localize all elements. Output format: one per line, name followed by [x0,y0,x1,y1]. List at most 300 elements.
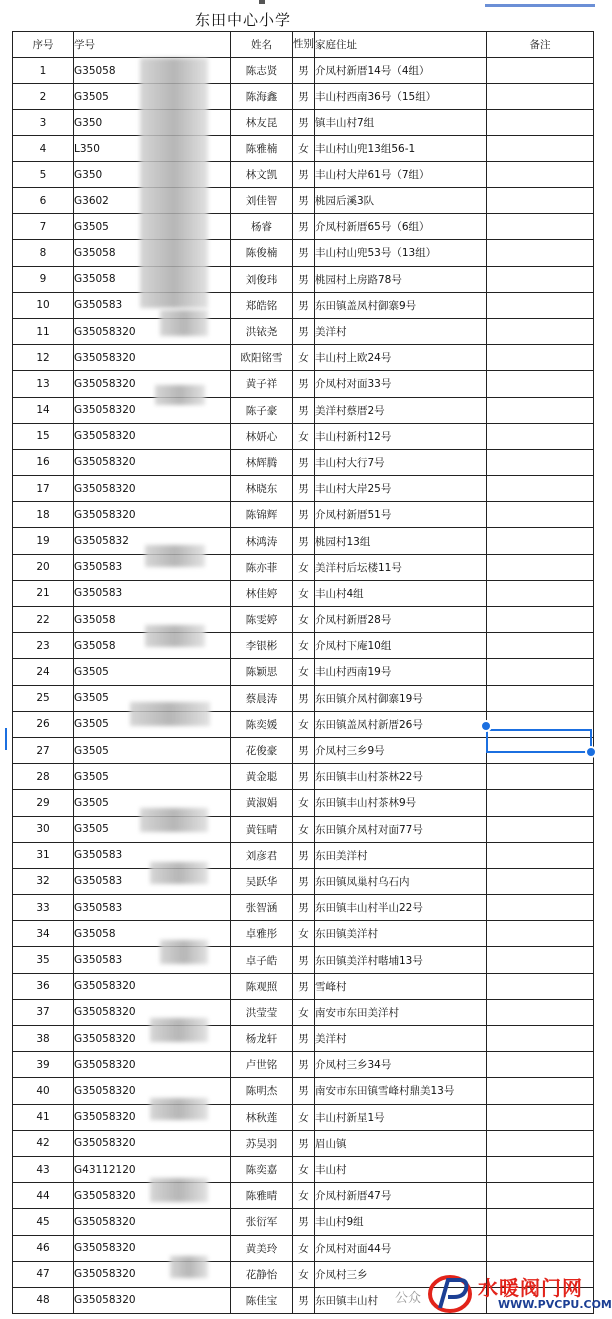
cell-name[interactable]: 黄淑娟 [231,790,293,816]
cell-student-id[interactable]: G35058320 [74,345,231,371]
cell-student-id[interactable]: L350 [74,136,231,162]
cell-address[interactable]: 东田镇凤巢村乌石内 [315,868,487,894]
cell-student-id[interactable]: G350583 [74,580,231,606]
cell-name[interactable]: 杨睿 [231,214,293,240]
cell-student-id[interactable]: G35058 [74,633,231,659]
cell-sex[interactable]: 男 [293,528,315,554]
cell-student-id[interactable]: G35058 [74,266,231,292]
cell-student-id[interactable]: G3505 [74,84,231,110]
cell-name[interactable]: 陈海鑫 [231,84,293,110]
cell-no[interactable]: 9 [13,266,74,292]
cell-note[interactable] [487,84,594,110]
cell-sex[interactable]: 男 [293,266,315,292]
cell-sex[interactable]: 女 [293,659,315,685]
cell-name[interactable]: 林友昆 [231,110,293,136]
cell-no[interactable]: 13 [13,371,74,397]
cell-student-id[interactable]: G35058320 [74,1130,231,1156]
cell-student-id[interactable]: G35058320 [74,999,231,1025]
cell-address[interactable]: 丰山村山兜13组56-1 [315,136,487,162]
cell-student-id[interactable]: G35058 [74,240,231,266]
cell-student-id[interactable]: G35058320 [74,318,231,344]
cell-address[interactable]: 介凤村新厝14号（4组） [315,58,487,84]
cell-note[interactable] [487,895,594,921]
cell-name[interactable]: 林秋莲 [231,1104,293,1130]
cell-sex[interactable]: 女 [293,345,315,371]
cell-student-id[interactable]: G43112120 [74,1156,231,1182]
cell-student-id[interactable]: G350583 [74,554,231,580]
cell-note[interactable] [487,554,594,580]
cell-no[interactable]: 3 [13,110,74,136]
cell-address[interactable]: 东田镇介凤村对面77号 [315,816,487,842]
cell-student-id[interactable]: G3505 [74,737,231,763]
cell-sex[interactable]: 男 [293,737,315,763]
cell-note[interactable] [487,999,594,1025]
cell-address[interactable]: 桃园村13组 [315,528,487,554]
cell-name[interactable]: 林辉腾 [231,449,293,475]
cell-note[interactable] [487,136,594,162]
cell-address[interactable]: 介凤村三乡 [315,1261,487,1287]
cell-name[interactable]: 卓子皓 [231,947,293,973]
cell-student-id[interactable]: G350583 [74,842,231,868]
cell-student-id[interactable]: G35058320 [74,397,231,423]
cell-no[interactable]: 47 [13,1261,74,1287]
cell-student-id[interactable]: G3602 [74,188,231,214]
cell-name[interactable]: 陈锦辉 [231,502,293,528]
cell-sex[interactable]: 女 [293,1183,315,1209]
cell-sex[interactable]: 女 [293,790,315,816]
cell-note[interactable] [487,162,594,188]
cell-name[interactable]: 黄钰晴 [231,816,293,842]
cell-no[interactable]: 32 [13,868,74,894]
cell-sex[interactable]: 男 [293,318,315,344]
cell-note[interactable] [487,528,594,554]
cell-no[interactable]: 16 [13,449,74,475]
cell-name[interactable]: 黄美玲 [231,1235,293,1261]
cell-name[interactable]: 林妍心 [231,423,293,449]
cell-no[interactable]: 22 [13,607,74,633]
header-student-id[interactable]: 学号 [74,32,231,58]
cell-name[interactable]: 陈亦菲 [231,554,293,580]
cell-no[interactable]: 48 [13,1287,74,1313]
cell-address[interactable]: 介凤村三乡34号 [315,1052,487,1078]
cell-address[interactable]: 美洋村 [315,1026,487,1052]
cell-sex[interactable]: 男 [293,449,315,475]
cell-student-id[interactable]: G3505832 [74,528,231,554]
cell-name[interactable]: 陈志贤 [231,58,293,84]
cell-note[interactable] [487,240,594,266]
cell-no[interactable]: 30 [13,816,74,842]
cell-name[interactable]: 黄金聪 [231,764,293,790]
cell-note[interactable] [487,397,594,423]
cell-no[interactable]: 42 [13,1130,74,1156]
cell-name[interactable]: 陈俊楠 [231,240,293,266]
cell-note[interactable] [487,790,594,816]
cell-no[interactable]: 23 [13,633,74,659]
cell-name[interactable]: 卢世铭 [231,1052,293,1078]
cell-sex[interactable]: 男 [293,371,315,397]
cell-address[interactable]: 丰山村山兜53号（13组） [315,240,487,266]
cell-student-id[interactable]: G35058320 [74,502,231,528]
cell-address[interactable]: 丰山村大岸25号 [315,476,487,502]
cell-student-id[interactable]: G35058320 [74,973,231,999]
cell-address[interactable]: 丰山村4组 [315,580,487,606]
cell-name[interactable]: 杨龙轩 [231,1026,293,1052]
cell-student-id[interactable]: G3505 [74,685,231,711]
cell-address[interactable]: 丰山村 [315,1156,487,1182]
cell-name[interactable]: 林晓东 [231,476,293,502]
cell-address[interactable]: 介凤村下庵10组 [315,633,487,659]
cell-sex[interactable]: 女 [293,633,315,659]
privacy-blur [170,1256,208,1278]
cell-address[interactable]: 美洋村 [315,318,487,344]
cell-student-id[interactable]: G35058320 [74,1026,231,1052]
cell-note[interactable] [487,476,594,502]
cell-note[interactable] [487,1130,594,1156]
cell-no[interactable]: 11 [13,318,74,344]
cell-note[interactable] [487,188,594,214]
cell-student-id[interactable]: G35058320 [74,1287,231,1313]
cell-address[interactable]: 丰山村大岸61号（7组） [315,162,487,188]
cell-student-id[interactable]: G35058 [74,921,231,947]
header-address[interactable]: 家庭住址 [315,32,487,58]
table-row [13,318,594,344]
cell-name[interactable]: 刘彦君 [231,842,293,868]
cell-address[interactable]: 镇丰山村7组 [315,110,487,136]
cell-name[interactable]: 陈颖思 [231,659,293,685]
cell-sex[interactable]: 女 [293,136,315,162]
cell-address[interactable]: 美洋村后坛楼11号 [315,554,487,580]
cell-name[interactable]: 陈雅楠 [231,136,293,162]
cell-sex[interactable]: 男 [293,240,315,266]
cell-address[interactable]: 丰山村新村12号 [315,423,487,449]
cell-student-id[interactable]: G35058320 [74,423,231,449]
cell-name[interactable]: 洪莹莹 [231,999,293,1025]
cell-sex[interactable]: 女 [293,1235,315,1261]
cell-name[interactable]: 蔡晨涛 [231,685,293,711]
cell-student-id[interactable]: G35058 [74,607,231,633]
cell-note[interactable] [487,842,594,868]
cell-name[interactable]: 黄子祥 [231,371,293,397]
cell-sex[interactable]: 男 [293,764,315,790]
cell-address[interactable]: 东田镇盖凤村御寨9号 [315,292,487,318]
cell-note[interactable] [487,947,594,973]
cell-name[interactable]: 陈佳宝 [231,1287,293,1313]
cell-note[interactable] [487,371,594,397]
cell-address[interactable]: 南安市东田镇雪峰村鼎美13号 [315,1078,487,1104]
cell-address[interactable]: 介凤村对面44号 [315,1235,487,1261]
cell-no[interactable]: 33 [13,895,74,921]
cell-student-id[interactable]: G35058 [74,58,231,84]
cell-note[interactable] [487,292,594,318]
cell-no[interactable]: 15 [13,423,74,449]
cell-no[interactable]: 45 [13,1209,74,1235]
cell-name[interactable]: 陈子豪 [231,397,293,423]
cell-student-id[interactable]: G35058320 [74,1183,231,1209]
cell-no[interactable]: 46 [13,1235,74,1261]
cell-no[interactable]: 20 [13,554,74,580]
cell-sex[interactable]: 男 [293,685,315,711]
cell-address[interactable]: 丰山村西南36号（15组） [315,84,487,110]
cell-sex[interactable]: 男 [293,973,315,999]
cell-sex[interactable]: 男 [293,476,315,502]
cell-name[interactable]: 卓雅彤 [231,921,293,947]
cell-address[interactable]: 东田美洋村 [315,842,487,868]
privacy-blur [140,58,208,308]
cell-sex[interactable]: 男 [293,1209,315,1235]
cell-address[interactable]: 丰山村大行7号 [315,449,487,475]
cell-note[interactable] [487,973,594,999]
cell-no[interactable]: 39 [13,1052,74,1078]
cell-no[interactable]: 1 [13,58,74,84]
cell-note[interactable] [487,502,594,528]
cell-no[interactable]: 5 [13,162,74,188]
cell-name[interactable]: 吴跃华 [231,868,293,894]
cell-note[interactable] [487,58,594,84]
cell-note[interactable] [487,449,594,475]
cell-student-id[interactable]: G35058320 [74,1052,231,1078]
cell-sex[interactable]: 女 [293,816,315,842]
cell-student-id[interactable]: G3505 [74,214,231,240]
cell-name[interactable]: 张衍军 [231,1209,293,1235]
cell-name[interactable]: 陈奕媛 [231,711,293,737]
cell-note[interactable] [487,580,594,606]
cell-student-id[interactable]: G350583 [74,895,231,921]
cell-sex[interactable]: 男 [293,84,315,110]
privacy-blur [140,808,208,832]
cell-sex[interactable]: 男 [293,162,315,188]
cell-student-id[interactable]: G35058320 [74,1104,231,1130]
cell-name[interactable]: 张智涵 [231,895,293,921]
cell-note[interactable] [487,764,594,790]
table-row [13,1104,594,1130]
cell-no[interactable]: 43 [13,1156,74,1182]
cell-sex[interactable]: 女 [293,921,315,947]
cell-note[interactable] [487,1183,594,1209]
cell-name[interactable]: 花静怡 [231,1261,293,1287]
cell-no[interactable]: 7 [13,214,74,240]
cell-sex[interactable]: 男 [293,502,315,528]
cell-note[interactable] [487,1104,594,1130]
cell-address[interactable]: 东田镇丰山村半山22号 [315,895,487,921]
cell-student-id[interactable]: G350583 [74,292,231,318]
cell-address[interactable]: 东田镇丰山村茶林9号 [315,790,487,816]
cell-sex[interactable]: 男 [293,947,315,973]
cell-sex[interactable]: 男 [293,110,315,136]
cell-address[interactable]: 东田镇丰山村 [315,1287,487,1313]
cell-student-id[interactable]: G350 [74,162,231,188]
cell-sex[interactable]: 男 [293,188,315,214]
cell-name[interactable]: 欧阳铭雪 [231,345,293,371]
cell-no[interactable]: 24 [13,659,74,685]
cell-sex[interactable]: 男 [293,214,315,240]
cell-address[interactable]: 桃园后溪3队 [315,188,487,214]
cell-sex[interactable]: 女 [293,711,315,737]
cell-no[interactable]: 8 [13,240,74,266]
cell-no[interactable]: 29 [13,790,74,816]
cell-sex[interactable]: 女 [293,999,315,1025]
cell-no[interactable]: 44 [13,1183,74,1209]
cell-name[interactable]: 林鸿涛 [231,528,293,554]
cell-note[interactable] [487,1052,594,1078]
cell-note[interactable] [487,868,594,894]
cell-name[interactable]: 陈雅晴 [231,1183,293,1209]
cell-no[interactable]: 26 [13,711,74,737]
cell-name[interactable]: 刘佳智 [231,188,293,214]
cell-note[interactable] [487,921,594,947]
cell-note[interactable] [487,266,594,292]
header-sex[interactable]: 性别 [293,32,315,58]
cell-student-id[interactable]: G3505 [74,711,231,737]
cell-address[interactable]: 介凤村三乡9号 [315,737,487,763]
cell-sex[interactable]: 男 [293,58,315,84]
cell-address[interactable]: 介凤村新厝47号 [315,1183,487,1209]
cell-sex[interactable]: 男 [293,397,315,423]
cell-no[interactable]: 41 [13,1104,74,1130]
cell-name[interactable]: 林文凯 [231,162,293,188]
cell-sex[interactable]: 女 [293,554,315,580]
cell-student-id[interactable]: G35058320 [74,1261,231,1287]
cell-address[interactable]: 东田镇美洋村 [315,921,487,947]
cell-sex[interactable]: 男 [293,842,315,868]
cell-address[interactable]: 南安市东田美洋村 [315,999,487,1025]
cell-sex[interactable]: 男 [293,1052,315,1078]
cell-note[interactable] [487,1209,594,1235]
cell-student-id[interactable]: G35058320 [74,1235,231,1261]
cell-note[interactable] [487,110,594,136]
cell-address[interactable]: 眉山镇 [315,1130,487,1156]
cell-student-id[interactable]: G35058320 [74,371,231,397]
cell-address[interactable]: 东田镇盖凤村新厝26号 [315,711,487,737]
cell-address[interactable]: 介凤村新厝65号（6组） [315,214,487,240]
cell-name[interactable]: 苏昊羽 [231,1130,293,1156]
cell-no[interactable]: 10 [13,292,74,318]
cell-no[interactable]: 4 [13,136,74,162]
cell-no[interactable]: 27 [13,737,74,763]
cell-sex[interactable]: 男 [293,868,315,894]
table-row [13,423,594,449]
header-no[interactable]: 序号 [13,32,74,58]
cell-sex[interactable]: 女 [293,1261,315,1287]
cell-no[interactable]: 28 [13,764,74,790]
cell-name[interactable]: 洪铱尧 [231,318,293,344]
cell-student-id[interactable]: G350583 [74,947,231,973]
header-name[interactable]: 姓名 [231,32,293,58]
cell-note[interactable] [487,214,594,240]
cell-sex[interactable]: 男 [293,1026,315,1052]
cell-sex[interactable]: 男 [293,1078,315,1104]
cell-student-id[interactable]: G350583 [74,868,231,894]
cell-name[interactable]: 花俊豪 [231,737,293,763]
selected-cell[interactable] [486,729,592,753]
cell-student-id[interactable]: G35058320 [74,1078,231,1104]
cell-student-id[interactable]: G3505 [74,816,231,842]
cell-sex[interactable]: 女 [293,1104,315,1130]
cell-student-id[interactable]: G3505 [74,659,231,685]
cell-no[interactable]: 14 [13,397,74,423]
cell-sex[interactable]: 女 [293,1156,315,1182]
cell-address[interactable]: 美洋村蔡厝2号 [315,397,487,423]
cell-address[interactable]: 丰山村上欧24号 [315,345,487,371]
cell-no[interactable]: 21 [13,580,74,606]
cell-address[interactable]: 桃园村上房路78号 [315,266,487,292]
cell-student-id[interactable]: G35058320 [74,449,231,475]
cell-no[interactable]: 35 [13,947,74,973]
cell-name[interactable]: 林佳婷 [231,580,293,606]
table-row [13,1130,594,1156]
cell-no[interactable]: 38 [13,1026,74,1052]
cell-note[interactable] [487,1235,594,1261]
cell-no[interactable]: 37 [13,999,74,1025]
cell-address[interactable]: 介凤村新厝28号 [315,607,487,633]
cell-address[interactable]: 丰山村西南19号 [315,659,487,685]
cell-note[interactable] [487,633,594,659]
cell-student-id[interactable]: G350 [74,110,231,136]
cell-sex[interactable]: 男 [293,292,315,318]
cell-name[interactable]: 刘俊玮 [231,266,293,292]
cell-no[interactable]: 40 [13,1078,74,1104]
cell-no[interactable]: 36 [13,973,74,999]
cell-name[interactable]: 陈明杰 [231,1078,293,1104]
cell-sex[interactable]: 男 [293,1130,315,1156]
cell-no[interactable]: 17 [13,476,74,502]
cell-sex[interactable]: 男 [293,895,315,921]
cell-name[interactable]: 郑皓铭 [231,292,293,318]
cell-no[interactable]: 6 [13,188,74,214]
selection-handle-end[interactable] [585,746,597,758]
cell-no[interactable]: 34 [13,921,74,947]
header-note[interactable]: 备注 [487,32,594,58]
cell-note[interactable] [487,607,594,633]
cell-note[interactable] [487,345,594,371]
cell-note[interactable] [487,659,594,685]
cell-name[interactable]: 李银彬 [231,633,293,659]
cell-address[interactable]: 丰山村9组 [315,1209,487,1235]
cell-student-id[interactable]: G3505 [74,790,231,816]
cell-no[interactable]: 31 [13,842,74,868]
cell-address[interactable]: 介凤村新厝51号 [315,502,487,528]
cell-sex[interactable]: 女 [293,423,315,449]
cell-address[interactable]: 丰山村新星1号 [315,1104,487,1130]
cell-note[interactable] [487,816,594,842]
cell-address[interactable]: 介凤村对面33号 [315,371,487,397]
cell-address[interactable]: 雪峰村 [315,973,487,999]
cell-address[interactable]: 东田镇美洋村喈埔13号 [315,947,487,973]
cell-student-id[interactable]: G3505 [74,764,231,790]
cell-student-id[interactable]: G35058320 [74,1209,231,1235]
cell-note[interactable] [487,318,594,344]
cell-no[interactable]: 2 [13,84,74,110]
cell-name[interactable]: 陈奕嘉 [231,1156,293,1182]
cell-sex[interactable]: 男 [293,1287,315,1313]
cell-name[interactable]: 陈观照 [231,973,293,999]
cell-sex[interactable]: 女 [293,607,315,633]
cell-note[interactable] [487,423,594,449]
selection-handle-start[interactable] [480,720,492,732]
cell-no[interactable]: 18 [13,502,74,528]
cell-no[interactable]: 12 [13,345,74,371]
cell-note[interactable] [487,1156,594,1182]
cell-name[interactable]: 陈雯婷 [231,607,293,633]
cell-address[interactable]: 东田镇丰山村茶林22号 [315,764,487,790]
cell-note[interactable] [487,1078,594,1104]
cell-no[interactable]: 19 [13,528,74,554]
cell-no[interactable]: 25 [13,685,74,711]
cell-note[interactable] [487,685,594,711]
cell-address[interactable]: 东田镇介凤村御寨19号 [315,685,487,711]
cell-note[interactable] [487,1026,594,1052]
cell-sex[interactable]: 女 [293,580,315,606]
cell-student-id[interactable]: G35058320 [74,476,231,502]
